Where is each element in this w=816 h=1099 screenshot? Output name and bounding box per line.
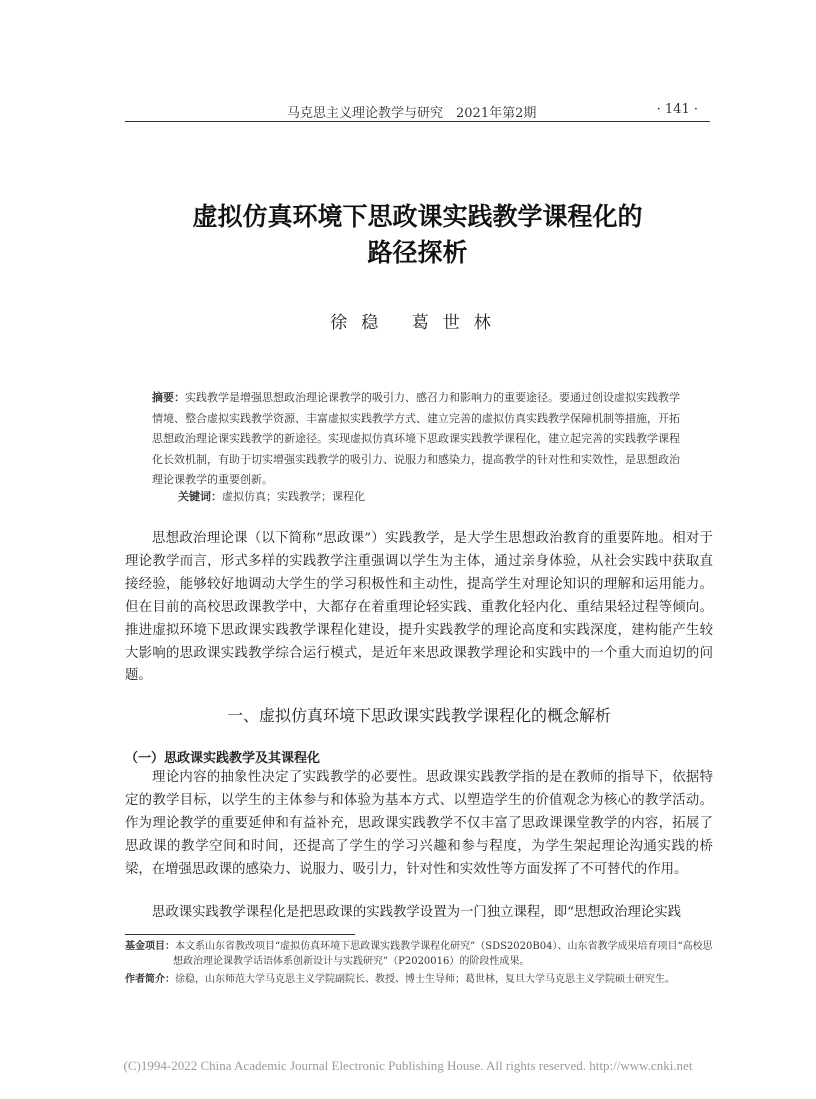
header-divider <box>125 121 710 122</box>
author-bio-label: 作者简介： <box>125 974 175 985</box>
body-paragraph: 理论内容的抽象性决定了实践教学的必要性。思政课实践教学指的是在教师的指导下，依据特定的教学目标，以学生的主体参与和体验为基本方式、以塑造学生的价值观念为核心的教学活动。作为理论教学的重要延伸和有益补充，思政课实践教学不仅丰富了思政课课堂教学的内容，拓展了思政课的教学空间和时间，还提高了学生的学习兴趣和参与程度，为学生架起理论沟通实践的桥梁，在增强思政课的感染力、说服力、吸引力，针对性和实效性等方面发挥了不可替代的作用。 <box>125 770 713 877</box>
page-number: · 141 · <box>656 102 698 117</box>
article-title <box>125 199 710 271</box>
funding-text: 本文系山东省教改项目“虚拟仿真环境下思政课实践教学课程化研究”（SDS2020B04）、山东省教学成果培育项目“高校思想政治理论课教学话语体系创新设计与实践研究”（P2020016）的阶段性成果。 <box>173 941 713 967</box>
subsection-heading: （一）思政课实践教学及其课程化 <box>125 751 321 766</box>
keywords-text: 虚拟仿真；实践教学；课程化 <box>222 490 365 503</box>
footnote-divider <box>125 934 355 935</box>
author-line: 徐稳 葛世林 <box>330 313 505 333</box>
body-paragraph: 思政课实践教学课程化是把思政课的实践教学设置为一门独立课程，即“思想政治理论实践 <box>152 905 682 920</box>
title-line-2: 路径探析 <box>367 238 468 267</box>
abstract <box>152 388 685 491</box>
author-bio-note <box>125 972 713 987</box>
funding-note <box>125 939 713 969</box>
abstract-text: 实践教学是增强思想政治理论课教学的吸引力、感召力和影响力的重要途径。要通过创设虚拟实践教学情境、整合虚拟实践教学资源、丰富虚拟实践教学方式、建立完善的虚拟仿真实践教学保障机制等措施，开拓思想政治理论课实践教学的新途径。实现虚拟仿真环境下思政课实践教学课程化，建立起完善的实践教学课程化长效机制，有助于切实增强实践教学的吸引力、说服力和感染力，提高教学的针对性和实效性，是思想政治理论课教学的重要创新。 <box>152 391 680 486</box>
title-line-1: 虚拟仿真环境下思政课实践教学课程化的 <box>192 202 643 231</box>
funding-label: 基金项目： <box>125 941 175 952</box>
author-bio-text: 徐稳，山东师范大学马克思主义学院副院长、教授、博士生导师；葛世林，复旦大学马克思主义学院硕士研究生。 <box>175 974 675 985</box>
intro-paragraph: 思想政治理论课（以下简称“思政课”）实践教学，是大学生思想政治教育的重要阵地。相对于理论教学而言，形式多样的实践教学注重强调以学生为主体，通过亲身体验，从社会实践中获取直接经验，能够较好地调动大学生的学习积极性和主动性，提高学生对理论知识的理解和运用能力。但在目前的高校思政课教学中，大都存在着重理论轻实践、重教化轻内化、重结果轻过程等倾向。推进虚拟环境下思政课实践教学课程化建设，提升实践教学的理论高度和实践深度，建构能产生较大影响的思政课实践教学综合运行模式，是近年来思政课教学理论和实践中的一个重大而迫切的问题。 <box>125 531 713 684</box>
keywords <box>178 488 688 504</box>
abstract-label: 摘要： <box>152 391 185 404</box>
footnotes <box>125 939 713 990</box>
journal-name: 马克思主义理论教学与研究 2021年第2期 <box>287 106 537 121</box>
keywords-label: 关键词： <box>178 490 222 503</box>
copyright-watermark: (C)1994-2022 China Academic Journal Electronic Publishing House. All rights reserved. http://www.cnki.net <box>123 1058 693 1073</box>
section-heading: 一、虚拟仿真环境下思政课实践教学课程化的概念解析 <box>226 706 611 725</box>
running-header <box>125 100 710 120</box>
